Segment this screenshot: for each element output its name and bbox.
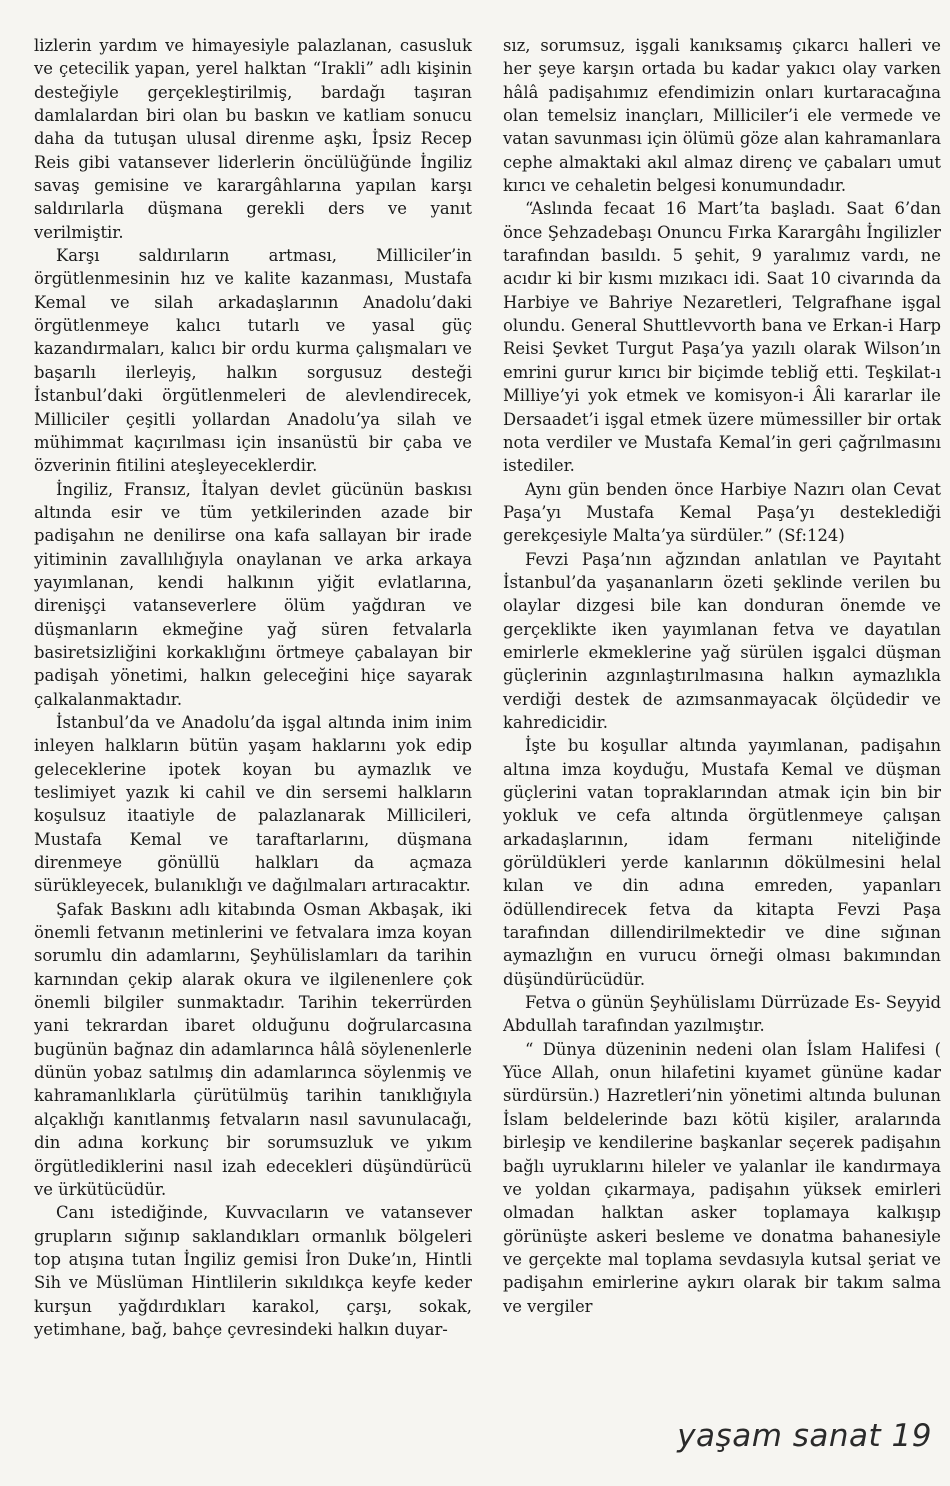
right-column	[503, 34, 941, 1318]
paragraph: Karşı saldırıların artması, Milliciler’in örgütlenmesinin hız ve kalite kazanması, Mustafa Kemal ve silah arkadaşlarının Anadolu’daki örgütlenmeye kalıcı tutarlı ve yasal güç kazandırmaları, kalıcı bir ordu kurma çalışmaları ve başarılı ilerleyiş, halkın sorgusuz desteği İstanbul’daki örgütlenmeleri de alevlendirecek, Milliciler çeşitli yollardan Anadolu’ya silah ve mühimmat kaçırılması için insanüstü bir çaba ve özverinin fitilini ateşleyeceklerdir.	[34, 246, 472, 476]
page-footer: yaşam sanat 19	[677, 1418, 932, 1454]
paragraph: İngiliz, Fransız, İtalyan devlet gücünün baskısı altında esir ve tüm yetkilerinden azade bir padişahın ne denilirse ona kafa sallayan bir irade yitiminin zavallılığıyla onaylanan ve arka arkaya yayımlanan, kendi halkının yiğit evlatlarına, direnişçi vatanseverlere ölüm yağdıran ve düşmanların ekmeğine yağ süren fetvalarla basiretsizliğini korkaklığını örtmeye çabalayan bir padişah yönetimi, halkın geleceğini hiçe sayarak çalkalanmaktadır.	[34, 479, 472, 709]
quote-paragraph: “ Dünya düzeninin nedeni olan İslam Halifesi ( Yüce Allah, onun hilafetini kıyamet gününe kadar sürdürsün.) Hazretleri’nin yönetimi altında bulunan İslam beldelerinde bazı kötü kişiler, aralarında birleşip ve kendilerine başkanlar seçerek padişahın bağlı uyruklarını hileler ve yalanlar ile kandırmaya ve yoldan çıkarmaya, padişahın yüksek emirleri olmadan halktan asker toplamaya kalkışıp görünüşte askeri besleme ve donatma bahanesiyle ve gerçekte mal toplama sevdasıyla kutsal şeriat ve padişahın emirlerine aykırı olarak bir takım salma ve vergiler	[503, 1039, 941, 1316]
quote-paragraph: Aynı gün benden önce Harbiye Nazırı olan Cevat Paşa’yı Mustafa Kemal Paşa’yı desteklediği gerekçesiyle Malta’ya sürdüler.” (Sf:124)	[503, 479, 941, 546]
paragraph: lizlerin yardım ve himayesiyle palazlanan, casusluk ve çetecilik yapan, yerel halktan “Irakli” adlı kişinin desteğiyle gerçekleştirilmiş, bardağı taşıran damlalardan biri olan bu baskın ve katliam sonucu daha da tutuşan ulusal direnme aşkı, İpsiz Recep Reis gibi vatansever liderlerin öncülüğünde İngiliz savaş gemisine ve karargâhlarına yapılan karşı saldırılarla düşmana gerekli ders ve yanıt verilmiştir.	[34, 36, 472, 242]
paragraph: Canı istediğinde, Kuvvacıların ve vatansever grupların sığınıp saklandıkları ormanlık bölgeleri top atışına tutan İngiliz gemisi İron Duke’ın, Hintli Sih ve Müslüman Hintlilerin sıkıldıkça keyfe keder kurşun yağdırdıkları karakol, çarşı, sokak, yetimhane, bağ, bahçe çevresindeki halkın duyar-	[34, 1203, 472, 1339]
paragraph: Fetva o günün Şeyhülislamı Dürrüzade Es- Seyyid Abdullah tarafından yazılmıştır.	[503, 993, 941, 1036]
paragraph: sız, sorumsuz, işgali kanıksamış çıkarcı halleri ve her şeye karşın ortada bu kadar yakıcı olay varken hâlâ padişahımız efendimizin onları kurtaracağına olan temelsiz inançları, Milliciler’i ele vermede ve vatan savunması için ölümü göze alan kahramanlara cephe almaktaki akıl almaz direnç ve çabaları umut kırıcı ve cehaletin belgesi konumundadır.	[503, 36, 941, 196]
paragraph: İşte bu koşullar altında yayımlanan, padişahın altına imza koyduğu, Mustafa Kemal ve düşman güçlerini vatan topraklarından atmak için bin bir yokluk ve cefa altında örgütlenmeye çalışan arkadaşlarının, idam fermanı niteliğinde görüldükleri yerde kanlarının dökülmesini helal kılan ve din adına emreden, yapanları ödüllendirecek fetva da kitapta Fevzi Paşa tarafından dillendirilmektedir ve dine sığınan aymazlığın en vurucu örneği olması bakımından düşündürücüdür.	[503, 736, 941, 989]
paragraph: Fevzi Paşa’nın ağzından anlatılan ve Payıtaht İstanbul’da yaşananların özeti şeklinde verilen bu olaylar dizgesi bile kan donduran önemde ve gerçeklikte iken yayımlanan fetva ve dayatılan emirlerle ekmeklerine yağ sürülen işgalci düşman güçlerinin azgınlaştırılmasına halkın aymazlıkla verdiği destek de azımsanmayacak ölçüdedir ve kahredicidir.	[503, 549, 941, 732]
paragraph: İstanbul’da ve Anadolu’da işgal altında inim inim inleyen halkların bütün yaşam haklarını yok edip geleceklerine ipotek koyan bu aymazlık ve teslimiyet yazık ki cahil ve din sersemi halkların koşulsuz itaatiyle de palazlanarak Millicileri, Mustafa Kemal ve taraftarlarını, düşmana direnmeye gönüllü halkları da açmaza sürükleyecek, bulanıklığı ve dağılmaları artıracaktır.	[34, 712, 472, 896]
left-column	[34, 34, 472, 1341]
paragraph: Şafak Baskını adlı kitabında Osman Akbaşak, iki önemli fetvanın metinlerini ve fetvalara imza koyan sorumlu din adamlarını, Şeyhülislamları da tarihin karnından çekip alarak okura ve ilgilenenlere çok önemli bilgiler sunmaktadır. Tarihin tekerrürden yani tekrardan ibaret olduğunu doğrularcasına bugünün bağnaz din adamlarınca hâlâ söylenenlerle dünün yobaz satılmış din adamlarınca söylenmiş ve kahramanlıklarla çürütülmüş tarihin tanıklığıyla alçaklığı kanıtlanmış fetvaların nasıl savunulacağı, din adına korkunç bir sorumsuzluk ve yıkım örgütlediklerini nasıl izah edecekleri düşündürücü ve ürkütücüdür.	[34, 899, 472, 1199]
quote-paragraph: “Aslında fecaat 16 Mart’ta başladı. Saat 6’dan önce Şehzadebaşı Onuncu Fırka Karargâhı İngilizler tarafından basıldı. 5 şehit, 9 yaralımız vardı, ne acıdır ki bir kısmı mızıkacı idi. Saat 10 civarında da Harbiye ve Bahriye Nezaretleri, Telgrafhane işgal olundu. General Shuttlevvorth bana ve Erkan-i Harp Reisi Şevket Turgut Paşa’ya yazılı olarak Wilson’ın emrini gurur kırıcı bir biçimde tebliğ etti. Teşkilat-ı Milliye’yi yok etmek ve komisyon-i Âli kararlar ile Dersaadet’i işgal etmek üzere mümessiller bir ortak nota verdiler ve Mustafa Kemal’in geri çağrılmasını istediler.	[503, 199, 941, 476]
